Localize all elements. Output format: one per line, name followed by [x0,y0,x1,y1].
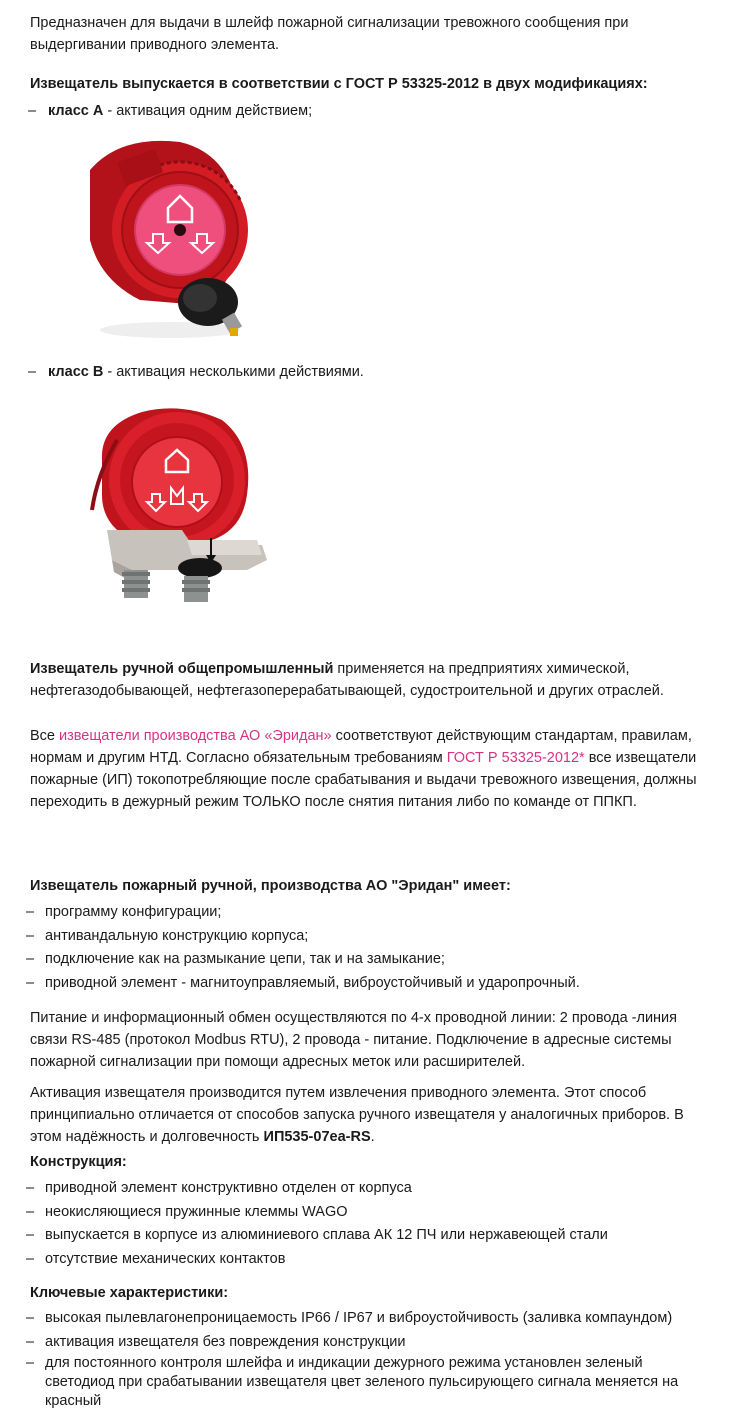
construction-list [30,1177,710,1271]
list-item: – приводной элемент конструктивно отделен от корпуса [30,1177,710,1201]
features-heading: Извещатель пожарный ручной, производства АО "Эридан" имеет: [30,878,511,894]
list-item: – активация извещателя без повреждения конструкции [30,1331,710,1355]
list-item: – программу конфигурации; [30,901,710,925]
class-a-device-image [60,130,260,345]
features-list [30,901,710,995]
list-item: – высокая пылевлагонепроницаемость IP66 / IP67 и виброустойчивость (заливка компаундом) [30,1307,710,1331]
list-item: – для постоянного контроля шлейфа и индикации дежурного режима установлен зеленый светодиод при срабатывании извещателя цвет зеленого пульсирующего сигнала меняется на красный [30,1354,710,1411]
modifications-heading: Извещатель выпускается в соответствии с ГОСТ Р 53325-2012 в двух модификациях: [30,76,648,92]
list-item: – подключение как на размыкание цепи, так и на замыкание; [30,948,710,972]
usage-paragraph: Извещатель ручной общепромышленный применяется на предприятиях химической, нефтегазодобывающей, нефтегазоперерабатывающей, судостроительной и других отраслей. [30,661,664,699]
gost-standard-link[interactable]: ГОСТ Р 53325-2012* [446,750,585,766]
intro-paragraph: Предназначен для выдачи в шлейф пожарной сигнализации тревожного сообщения при выдергивании приводного элемента. [30,15,629,53]
list-item: – неокисляющиеся пружинные клеммы WAGO [30,1201,710,1225]
class-a-item: – класс А - активация одним действием; [28,100,728,122]
class-b-device-image [72,400,272,610]
key-specs-list [30,1307,710,1411]
class-b-item: – класс В - активация несколькими действиями. [28,361,728,383]
construction-heading: Конструкция: [30,1154,127,1170]
eridan-detectors-link[interactable]: извещатели производства АО «Эридан» [59,728,332,744]
list-item: – выпускается в корпусе из алюминиевого сплава АК 12 ПЧ или нержавеющей стали [30,1224,710,1248]
power-paragraph: Питание и информационный обмен осуществляются по 4-х проводной линии: 2 провода -линия связи RS-485 (протокол Modbus RTU), 2 провода - питание. Подключение в адресные системы пожарной сигнализации при помощи адресных меток или расширителей. [30,1010,678,1070]
activation-paragraph: Активация извещателя производится путем извлечения приводного элемента. Этот способ принципиально отличается от способов запуска ручного извещателя у аналогичных приборов. В этом надёжность и долговечность ИП535-07еа-RS. [30,1085,684,1145]
standards-paragraph: Все извещатели производства АО «Эридан» соответствуют действующим стандартам, правилам, нормам и другим НТД. Согласно обязательным требованиям ГОСТ Р 53325-2012* все извещатели пожарные (ИП) токопотребляющие после срабатывания и выдачи тревожного извещения, должны переходить в дежурный режим ТОЛЬКО после снятия питания либо по команде от ППКП. [30,728,697,810]
key-specs-heading: Ключевые характеристики: [30,1285,229,1301]
list-item: – приводной элемент - магнитоуправляемый, виброустойчивый и ударопрочный. [30,972,710,996]
list-item: – антивандальную конструкцию корпуса; [30,925,710,949]
list-item: – отсутствие механических контактов [30,1248,710,1272]
